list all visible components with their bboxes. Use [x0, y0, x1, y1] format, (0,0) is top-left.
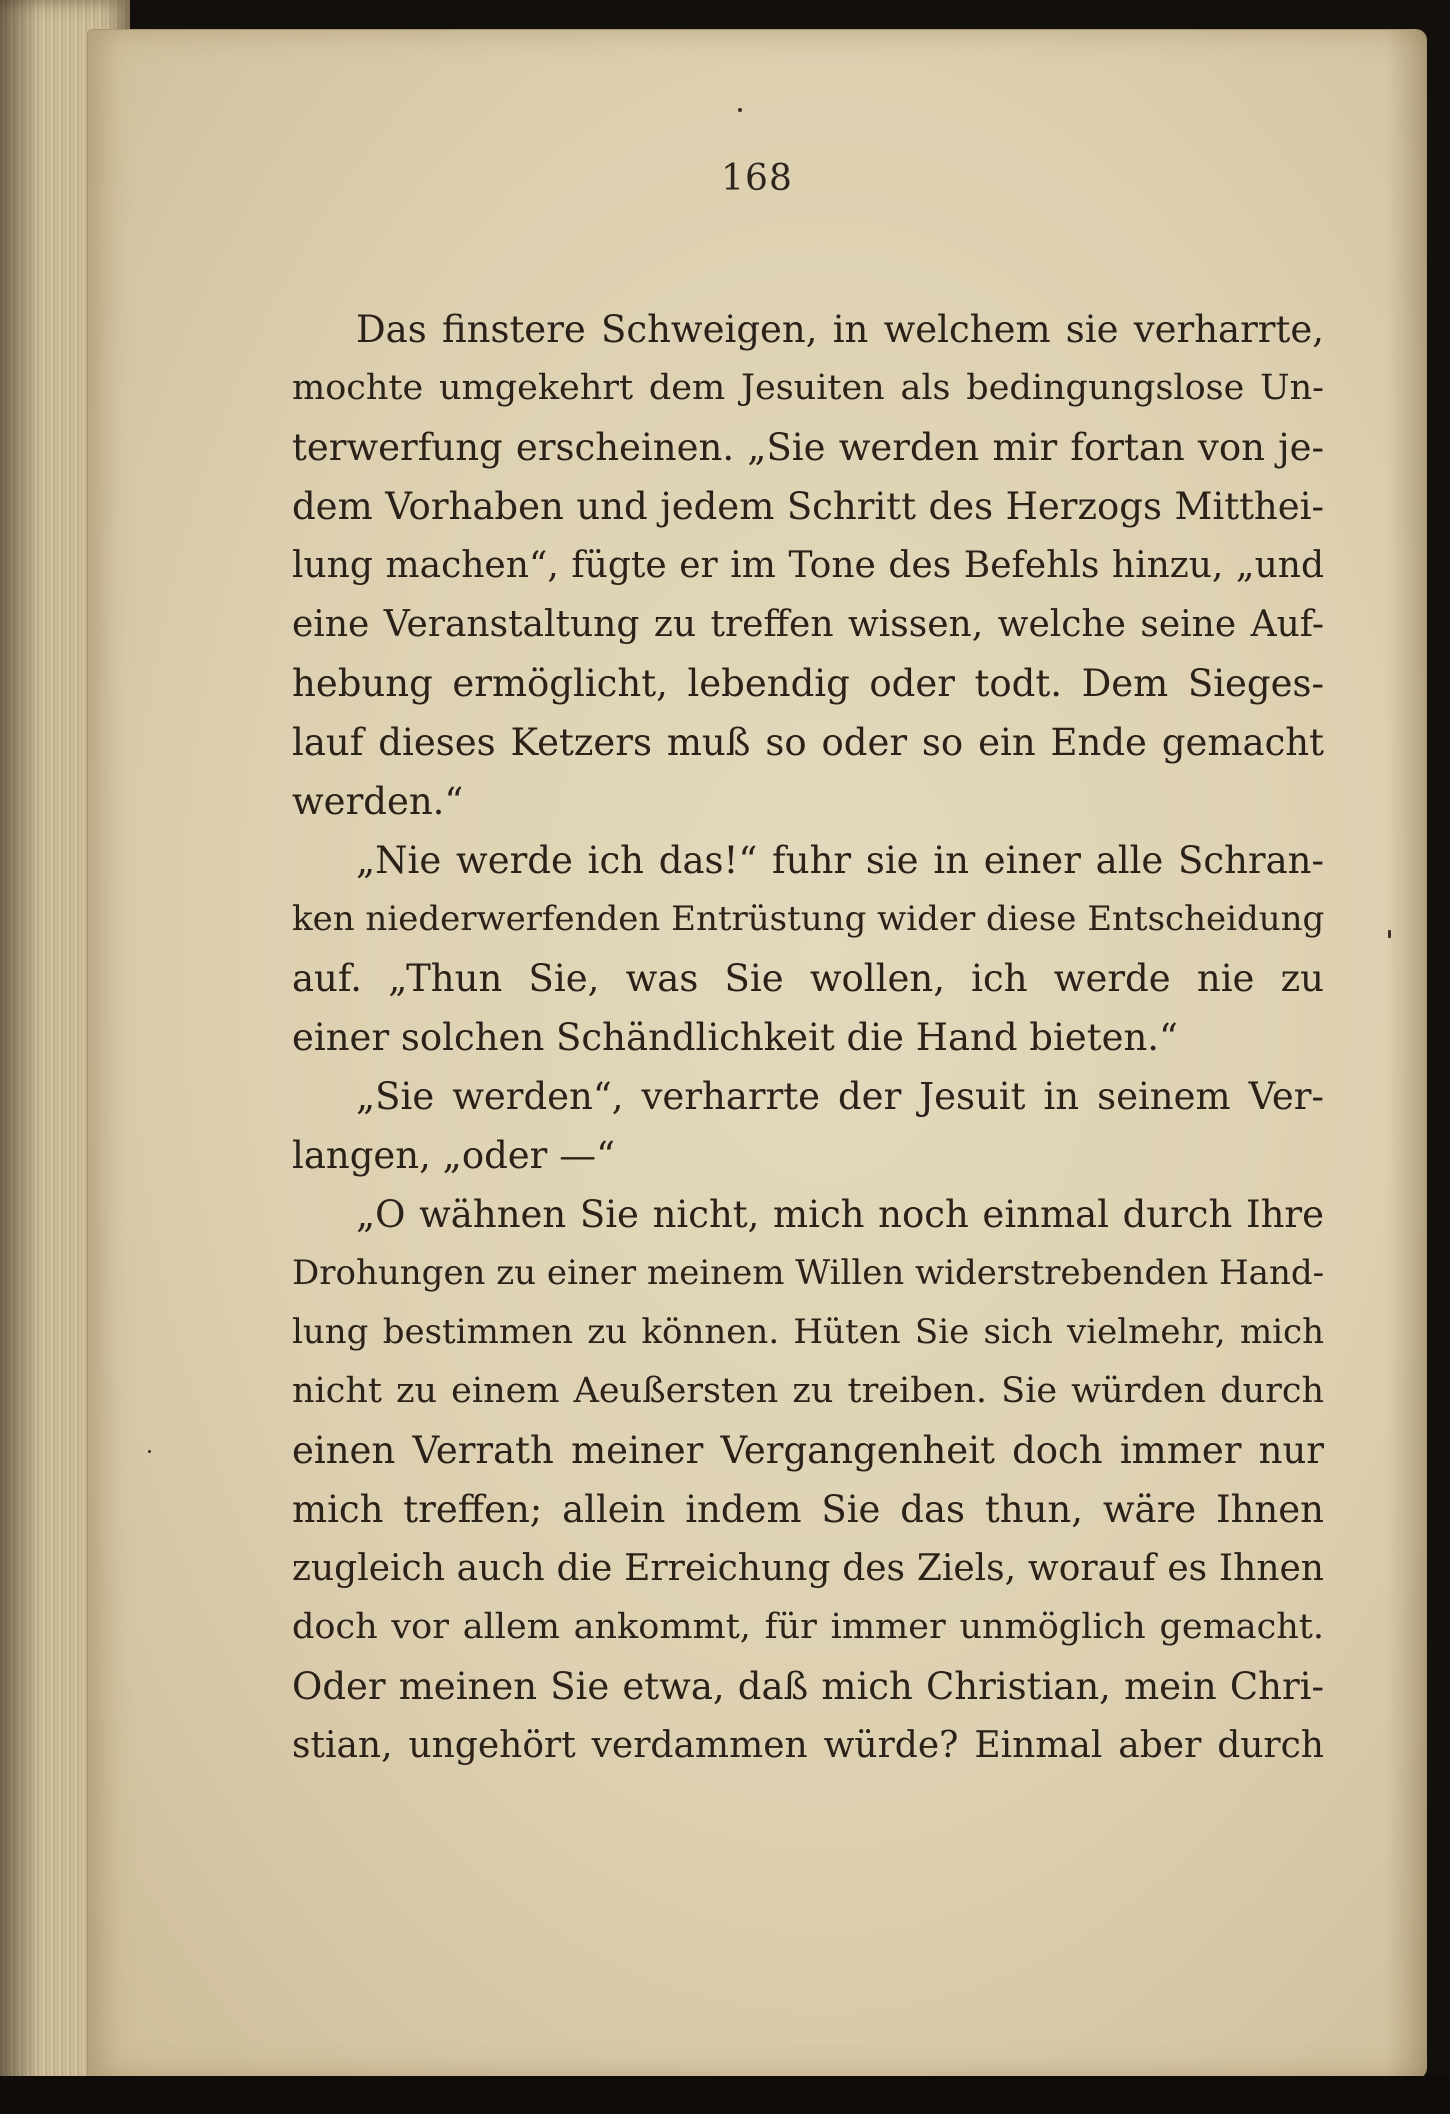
paper-speck	[148, 1450, 151, 1453]
text-line: „O wähnen Sie nicht, mich noch einmal durch Ihre	[356, 1193, 1324, 1236]
text-line: einer solchen Schändlichkeit die Hand bieten.“	[292, 1016, 1178, 1059]
book-page	[88, 30, 1426, 2078]
text-line: „Sie werden“, verharrte der Jesuit in seinem Ver-	[356, 1075, 1324, 1118]
text-line: werden.“	[292, 780, 464, 823]
text-line: doch vor allem ankommt, für immer unmöglich gemacht.	[292, 1607, 1324, 1647]
text-line: eine Veranstaltung zu treffen wissen, welche seine Auf-	[292, 604, 1324, 645]
text-line: stian, ungehört verdammen würde? Einmal aber durch	[292, 1725, 1324, 1766]
text-line: lauf dieses Ketzers muß so oder so ein Ende gemacht	[292, 721, 1324, 764]
page-edge-shadow	[1386, 30, 1426, 2078]
text-line: auf. „Thun Sie, was Sie wollen, ich werde nie zu	[292, 957, 1324, 1000]
text-line: „Nie werde ich das!“ fuhr sie in einer alle Schran-	[356, 839, 1324, 882]
text-line: mich treffen; allein indem Sie das thun, wäre Ihnen	[292, 1488, 1324, 1531]
text-line: langen, „oder —“	[292, 1134, 616, 1177]
page-stack-shadow	[0, 0, 40, 2114]
text-line: dem Vorhaben und jedem Schritt des Herzogs Mitthei-	[292, 485, 1324, 528]
paper-speck	[738, 108, 742, 112]
text-line: einen Verrath meiner Vergangenheit doch immer nur	[292, 1429, 1324, 1472]
text-line: Das finstere Schweigen, in welchem sie verharrte,	[356, 308, 1324, 351]
text-line: terwerfung erscheinen. „Sie werden mir fortan von je-	[292, 426, 1324, 469]
text-line: lung machen“, fügte er im Tone des Befehls hinzu, „und	[292, 545, 1324, 586]
text-line: mochte umgekehrt dem Jesuiten als bedingungslose Un-	[292, 368, 1324, 408]
text-line: lung bestimmen zu können. Hüten Sie sich vielmehr, mich	[292, 1312, 1324, 1352]
page-number: 168	[721, 158, 793, 199]
text-line: nicht zu einem Aeußersten zu treiben. Sie würden durch	[292, 1371, 1324, 1411]
text-line: Oder meinen Sie etwa, daß mich Christian, mein Chri-	[292, 1665, 1324, 1708]
text-line: hebung ermöglicht, lebendig oder todt. Dem Sieges-	[292, 662, 1324, 705]
body-text	[292, 300, 1324, 1775]
text-line: Drohungen zu einer meinem Willen widerstrebenden Hand-	[292, 1253, 1324, 1293]
paper-speck	[1388, 930, 1391, 938]
scan-bottom-border	[0, 2076, 1450, 2114]
text-line: ken niederwerfenden Entrüstung wider diese Entscheidung	[292, 899, 1324, 939]
text-line: zugleich auch die Erreichung des Ziels, worauf es Ihnen	[292, 1548, 1324, 1589]
